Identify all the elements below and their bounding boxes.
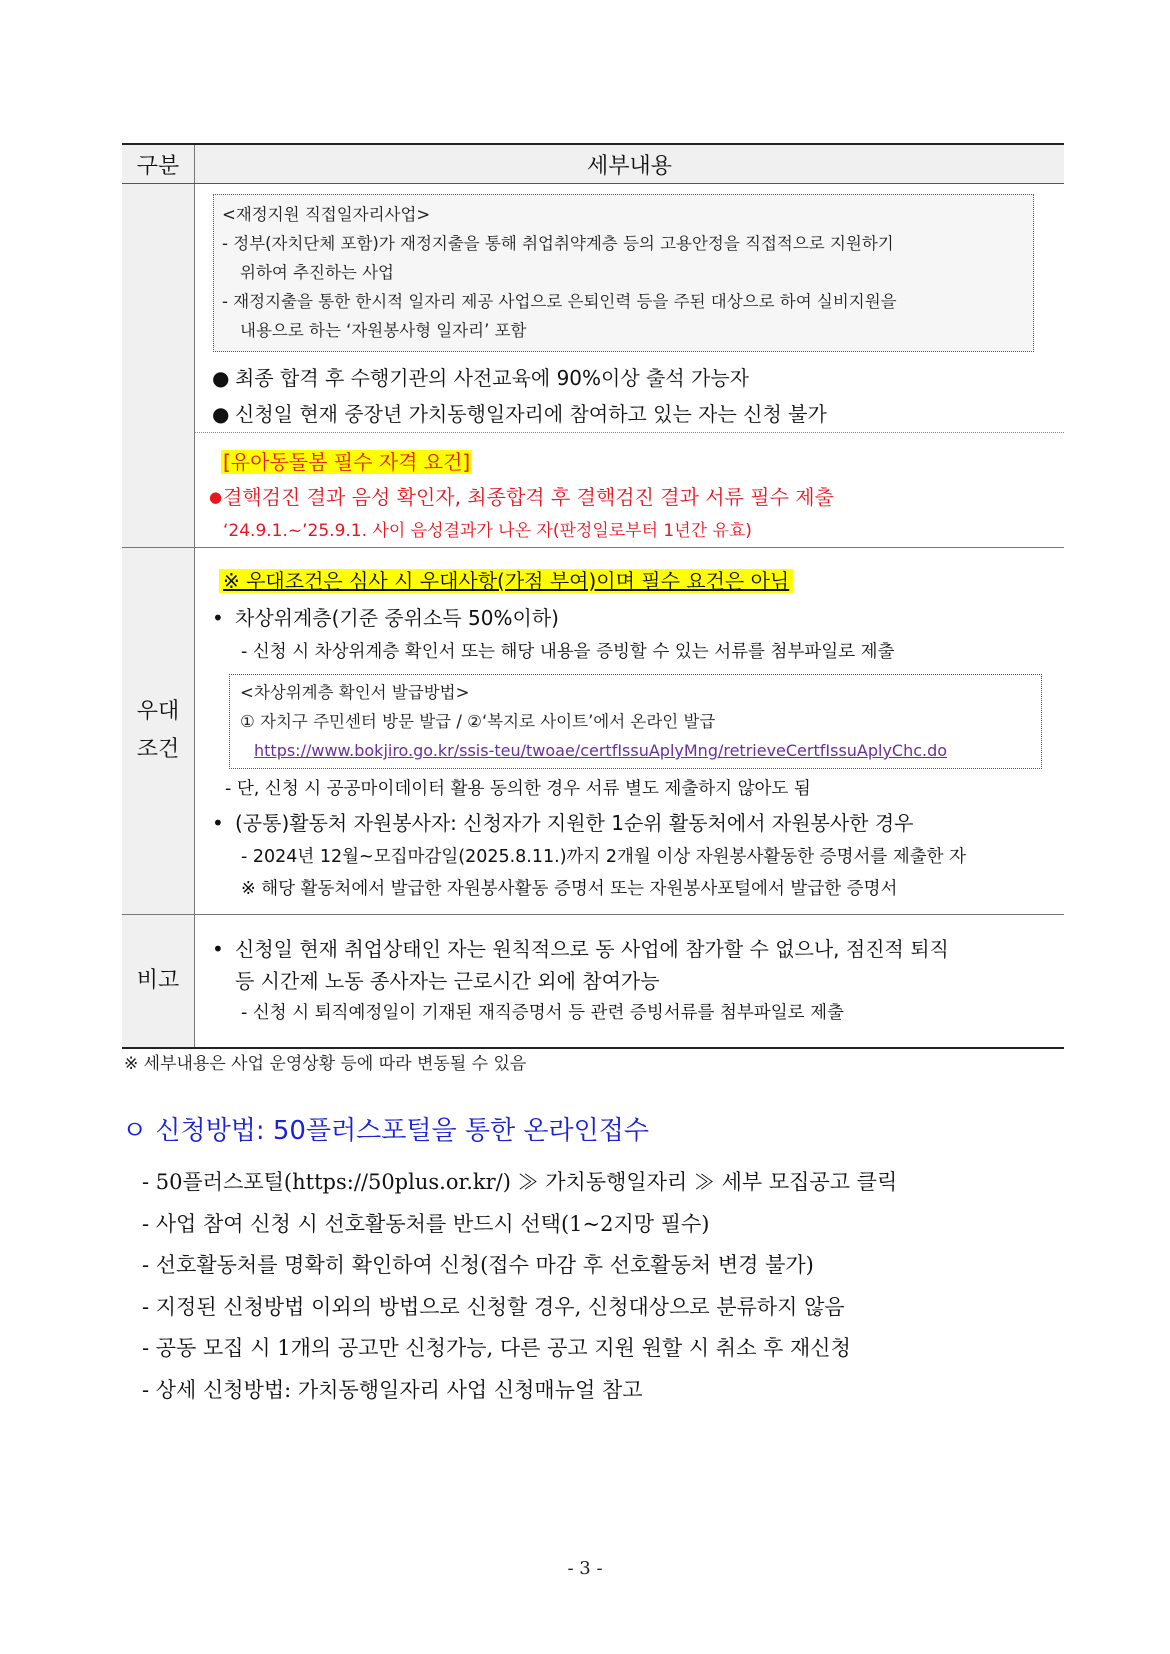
childcare-sub: ‘24.9.1.~’25.9.1. 사이 음성결과가 나온 자(판정일로부터 1년간 유효): [223, 521, 752, 541]
childcare-details: [195, 433, 1065, 548]
bullet-text: 등 시간제 노동 종사자는 근로시간 외에 참여가능: [235, 969, 660, 993]
header-category: 구분: [122, 144, 195, 184]
bullet-text: 결핵검진 결과 음성 확인자, 최종합격 후 결핵검진 결과 서류 필수 제출: [223, 485, 834, 509]
bullet-item: [201, 479, 1064, 515]
category-label: 조건: [136, 737, 180, 762]
bullet-item: [209, 360, 1064, 396]
list-item: - 상세 신청방법: 가치동행일자리 사업 신청매뉴얼 참고: [142, 1377, 643, 1402]
list-item: - 공동 모집 시 1개의 공고만 신청가능, 다른 공고 지원 원할 시 취소 후 재신청: [142, 1336, 851, 1360]
method-list: [142, 1162, 897, 1411]
details-table: [122, 143, 1064, 1049]
bullet-dot-icon: ●: [212, 402, 230, 426]
bullet-dot-icon: ●: [209, 488, 223, 506]
bokjiro-link[interactable]: https://www.bokjiro.go.kr/ssis-teu/twoae/certfIssuAplyMng/retrieveCertfIssuAplyChc.do: [254, 741, 948, 760]
table-row-childcare: [122, 433, 1064, 548]
method-section-title: ㅇ 신청방법: 50플러스포털을 통한 온라인접수: [122, 1116, 649, 1146]
category-cell-empty: [122, 184, 195, 548]
sub-item: - 신청 시 퇴직예정일이 기재된 재직증명서 등 관련 증빙서류를 첨부파일로 제출: [241, 1003, 844, 1023]
bullet-item: [209, 805, 1064, 841]
sub-item: ※ 해당 활동처에서 발급한 자원봉사활동 증명서 또는 자원봉사포털에서 발급한 증명서: [241, 879, 898, 899]
list-item: - 50플러스포털(https://50plus.or.kr/) ≫ 가치동행일자리 ≫ 세부 모집공고 클릭: [142, 1170, 898, 1194]
bullet-text: 신청일 현재 취업상태인 자는 원칙적으로 동 사업에 참가할 수 없으나, 점진적 퇴직: [235, 937, 949, 961]
bullet-dot-icon: •: [212, 811, 224, 835]
box-line: - 정부(자치단체 포함)가 재정지출을 통해 취업취약계층 등의 고용안정을 직접적으로 지원하기: [222, 234, 894, 253]
table-header-row: [122, 144, 1064, 184]
box-line: 내용으로 하는 ‘자원봉사형 일자리’ 포함: [240, 321, 527, 340]
childcare-tag: [221, 445, 1064, 479]
box-title: <차상위계층 확인서 발급방법>: [240, 683, 470, 702]
bokjiro-link-row: [240, 736, 1033, 765]
bullet-dot-icon: •: [212, 937, 224, 961]
sub-item: - 신청 시 차상위계층 확인서 또는 해당 내용을 증빙할 수 있는 서류를 첨부파일로 제출: [241, 642, 895, 662]
list-item: - 지정된 신청방법 이외의 방법으로 신청할 경우, 신청대상으로 분류하지 않음: [142, 1294, 845, 1319]
direct-job-program-box: [213, 194, 1034, 352]
list-item: - 사업 참여 신청 시 선호활동처를 반드시 선택(1~2지망 필수): [142, 1211, 710, 1236]
category-cell-remarks: 비고: [122, 915, 195, 1049]
box-title: <재정지원 직접일자리사업>: [222, 205, 431, 224]
bullet-item: [209, 933, 1064, 997]
qualification-details: [195, 184, 1065, 433]
page-number: - 3 -: [567, 1558, 603, 1579]
bullet-text: (공통)활동처 자원봉사자: 신청자가 지원한 1순위 활동처에서 자원봉사한 경우: [235, 811, 914, 835]
preference-notice-text: ※ 우대조건은 심사 시 우대사항(가점 부여)이며 필수 요건은 아님: [219, 569, 793, 593]
bullet-item: [209, 600, 1064, 636]
bullet-dot-icon: •: [212, 606, 224, 630]
box-line: ① 자치구 주민센터 방문 발급 / ②‘복지로 사이트’에서 온라인 발급: [240, 712, 716, 731]
bullet-item: [209, 396, 1064, 432]
preference-details: [195, 548, 1065, 915]
remarks-details: [195, 915, 1065, 1049]
header-details: 세부내용: [195, 144, 1065, 184]
table-row-remarks: [122, 915, 1064, 1049]
certificate-issue-box: [229, 674, 1042, 769]
childcare-tag-text: [유아동돌봄 필수 자격 요건]: [223, 450, 471, 474]
sub-item: - 단, 신청 시 공공마이데이터 활용 동의한 경우 서류 별도 제출하지 않아도 됨: [225, 779, 811, 799]
box-line: 위하여 추진하는 사업: [240, 263, 394, 282]
sub-item: - 2024년 12월~모집마감일(2025.8.11.)까지 2개월 이상 자원봉사활동한 증명서를 제출한 자: [241, 847, 967, 867]
preference-notice: [219, 564, 1064, 598]
box-line: - 재정지출을 통한 한시적 일자리 제공 사업으로 은퇴인력 등을 주된 대상으로 하여 실비지원을: [222, 292, 897, 311]
bullet-text: 차상위계층(기준 중위소득 50%이하): [235, 606, 559, 630]
bullet-text: 최종 합격 후 수행기관의 사전교육에 90%이상 출석 가능자: [235, 366, 749, 390]
bullet-dot-icon: ●: [212, 366, 230, 390]
footnote: ※ 세부내용은 사업 운영상황 등에 따라 변동될 수 있음: [124, 1054, 527, 1074]
table-row-preference: [122, 548, 1064, 915]
list-item: - 선호활동처를 명확히 확인하여 신청(접수 마감 후 선호활동처 변경 불가): [142, 1253, 814, 1277]
category-cell-preference: [122, 548, 195, 915]
bullet-text: 신청일 현재 중장년 가치동행일자리에 참여하고 있는 자는 신청 불가: [235, 402, 827, 426]
category-label: 우대: [136, 699, 180, 724]
table-row-qualification: [122, 184, 1064, 433]
